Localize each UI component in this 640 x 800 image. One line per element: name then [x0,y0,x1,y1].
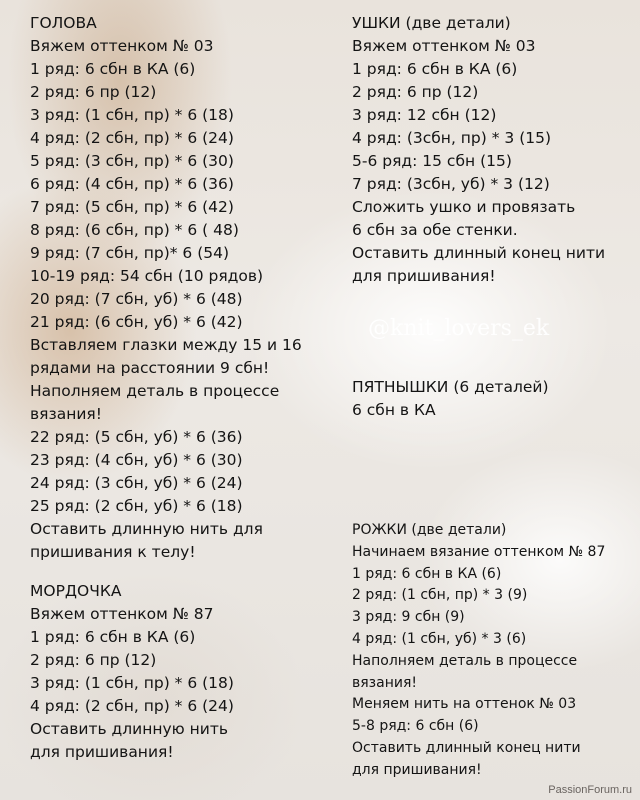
pattern-line: 2 ряд: 6 пр (12) [30,651,157,669]
pattern-line: 2 ряд: 6 пр (12) [30,83,157,101]
horns-pattern-section [352,520,605,782]
pattern-line: 1 ряд: 6 сбн в КА (6) [352,60,518,78]
spots-pattern-section [352,376,549,422]
pattern-line: для пришивания! [352,761,482,778]
pattern-line: Начинаем вязание оттенком № 87 [352,543,606,560]
pattern-line: 5 ряд: (3 сбн, пр) * 6 (30) [30,152,234,170]
pattern-line: 4 ряд: (2 сбн, пр) * 6 (24) [30,697,234,715]
pattern-line: рядами на расстоянии 9 сбн! [30,359,270,377]
pattern-line: Оставить длинную нить для [30,520,263,538]
pattern-line: Вяжем оттенком № 03 [352,37,536,55]
section-title: ГОЛОВА [30,14,97,32]
pattern-line: 6 ряд: (4 сбн, пр) * 6 (36) [30,175,234,193]
pattern-line: Оставить длинную нить [30,720,229,738]
pattern-line: 8 ряд: (6 сбн, пр) * 6 ( 48) [30,221,239,239]
pattern-line: 1 ряд: 6 сбн в КА (6) [30,628,196,646]
pattern-line: пришивания к телу! [30,543,196,561]
section-title: МОРДОЧКА [30,582,122,600]
pattern-line: 3 ряд: 12 сбн (12) [352,106,497,124]
pattern-line: 4 ряд: (3сбн, пр) * 3 (15) [352,129,552,147]
pattern-line: 1 ряд: 6 сбн в КА (6) [352,565,502,582]
pattern-line: Оставить длинный конец нити [352,244,606,262]
pattern-line: 2 ряд: 6 пр (12) [352,83,479,101]
watermark: @knit_lovers_ek [368,316,550,341]
pattern-line: вязания! [352,674,417,691]
pattern-line: 22 ряд: (5 сбн, уб) * 6 (36) [30,428,243,446]
head-pattern-section [30,12,302,564]
pattern-line: 6 сбн за обе стенки. [352,221,518,239]
pattern-line: Вяжем оттенком № 87 [30,605,214,623]
pattern-line: 5-8 ряд: 6 сбн (6) [352,718,479,735]
pattern-line: для пришивания! [352,267,496,285]
section-title: УШКИ (две детали) [352,14,511,32]
section-title: РОЖКИ (две детали) [352,522,507,538]
pattern-line: Наполняем деталь в процессе [30,382,280,400]
pattern-line: для пришивания! [30,743,174,761]
pattern-line: Оставить длинный конец нити [352,739,581,756]
pattern-line: 7 ряд: (3сбн, уб) * 3 (12) [352,175,550,193]
pattern-line: 10-19 ряд: 54 сбн (10 рядов) [30,267,264,285]
section-title: ПЯТНЫШКИ (6 деталей) [352,378,549,396]
pattern-line: Вставляем глазки между 15 и 16 [30,336,302,354]
pattern-line: 4 ряд: (1 сбн, уб) * 3 (6) [352,630,527,647]
pattern-line: 24 ряд: (3 сбн, уб) * 6 (24) [30,474,243,492]
pattern-line: 9 ряд: (7 сбн, пр)* 6 (54) [30,244,230,262]
pattern-line: 1 ряд: 6 сбн в КА (6) [30,60,196,78]
pattern-line: 21 ряд: (6 сбн, уб) * 6 (42) [30,313,243,331]
pattern-line: 3 ряд: (1 сбн, пр) * 6 (18) [30,106,234,124]
pattern-line: Меняем нить на оттенок № 03 [352,696,577,713]
ears-pattern-section [352,12,605,288]
pattern-line: 3 ряд: 9 сбн (9) [352,609,465,626]
pattern-line: 25 ряд: (2 сбн, уб) * 6 (18) [30,497,243,515]
pattern-line: Наполняем деталь в процессе [352,652,578,669]
pattern-line: 6 сбн в КА [352,401,436,419]
snout-pattern-section [30,580,234,764]
pattern-line: вязания! [30,405,102,423]
pattern-line: 23 ряд: (4 сбн, уб) * 6 (30) [30,451,243,469]
pattern-line: 4 ряд: (2 сбн, пр) * 6 (24) [30,129,234,147]
pattern-line: 20 ряд: (7 сбн, уб) * 6 (48) [30,290,243,308]
pattern-line: 2 ряд: (1 сбн, пр) * 3 (9) [352,587,528,604]
site-credit: PassionForum.ru [548,784,632,796]
pattern-line: 7 ряд: (5 сбн, пр) * 6 (42) [30,198,234,216]
pattern-line: 3 ряд: (1 сбн, пр) * 6 (18) [30,674,234,692]
pattern-line: Вяжем оттенком № 03 [30,37,214,55]
pattern-line: Сложить ушко и провязать [352,198,576,216]
pattern-line: 5-6 ряд: 15 сбн (15) [352,152,512,170]
